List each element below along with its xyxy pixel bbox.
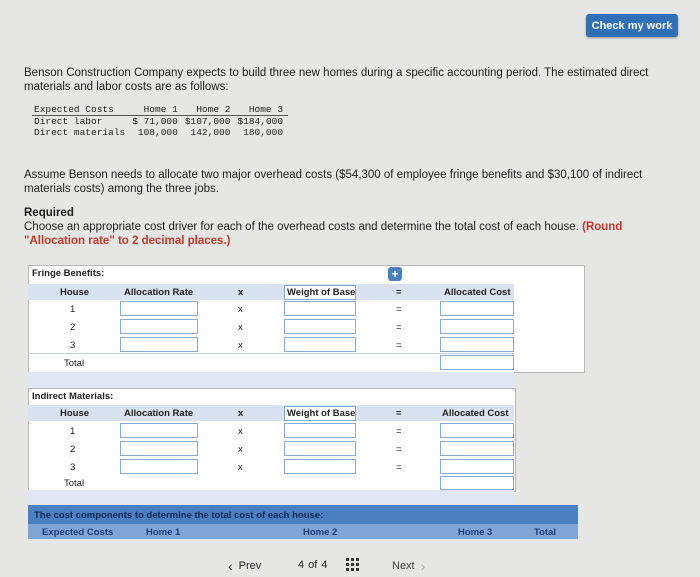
header-cell: Home 3 [235,104,288,116]
equals-sign: = [396,340,402,351]
page-of: of [308,559,318,571]
column-header: Allocation Rate [124,408,194,419]
header-cell: Home 1 [130,104,183,116]
required-title: Required [24,207,74,219]
value-cell: $107,000 [184,116,231,127]
intro-text: Benson Construction Company expects to build three new homes during a specific accounting period. The estimated direct materials and labor costs are as follows: [24,67,649,93]
fringe-rate-input-2[interactable] [120,319,198,334]
column-header: = [396,287,402,298]
multiply-sign: x [238,462,243,473]
prev-label: Prev [238,560,262,572]
column-header: House [60,408,90,419]
column-header: x [238,408,244,419]
required-instruction: Choose an appropriate cost driver for each of the overhead costs and determine the total cost of each house. [24,221,579,233]
current-page: 4 [298,559,305,571]
fringe-weight-input-1[interactable] [284,301,356,316]
fringe-rate-input-3[interactable] [120,337,198,352]
total-label: Total [64,358,85,369]
components-title: The cost components to determine the total cost of each house: [34,510,324,521]
equals-sign: = [396,444,402,455]
chevron-left-icon: ‹ [228,558,233,574]
table-row [32,127,288,138]
house-number: 1 [70,304,76,315]
row-label: Direct labor [34,116,103,127]
house-number: 3 [70,340,76,351]
column-header: Allocated Cost [442,408,509,419]
chevron-right-icon: › [420,558,426,574]
equals-sign: = [396,304,402,315]
total-pages: 4 [321,559,328,571]
indirect-weight-input-1[interactable] [284,423,356,438]
header-cell: Expected Costs [32,104,130,116]
column-header: Weight of Base [287,287,356,298]
column-header: x [238,287,244,298]
divider [28,353,514,354]
equals-sign: = [396,322,402,333]
indirect-alloc-input-3[interactable] [440,459,514,474]
spacer-row [28,490,514,504]
fringe-weight-input-3[interactable] [284,337,356,352]
fringe-alloc-input-1[interactable] [440,301,514,316]
house-number: 1 [70,426,76,437]
move-icon[interactable]: + [388,267,402,281]
indirect-rate-input-3[interactable] [120,459,198,474]
next-label: Next [392,560,415,572]
indirect-rate-input-1[interactable] [120,423,198,438]
value-cell: $184,000 [237,116,284,127]
fringe-alloc-input-2[interactable] [440,319,514,334]
fringe-header-row [28,284,514,300]
header-cell: Home 2 [183,104,236,116]
indirect-weight-input-3[interactable] [284,459,356,474]
multiply-sign: x [238,340,243,351]
fringe-extra-column [514,265,585,373]
fringe-alloc-input-3[interactable] [440,337,514,352]
column-header: Home 2 [303,527,338,538]
indirect-weight-input-2[interactable] [284,441,356,456]
value-cell: $ 71,000 [132,116,178,127]
indirect-total-input[interactable] [440,476,514,490]
multiply-sign: x [238,444,243,455]
indirect-rate-input-2[interactable] [120,441,198,456]
equals-sign: = [396,426,402,437]
indirect-title: Indirect Materials: [32,391,114,402]
column-header: Allocation Rate [124,287,194,298]
rounding-note: (Round "Allocation rate" to 2 decimal places.) [24,221,623,247]
column-header: Weight of Base [287,408,356,419]
house-number: 2 [70,322,76,333]
column-header: Expected Costs [42,527,114,538]
value-cell: 180,000 [243,127,284,138]
column-header: House [60,287,90,298]
row-label: Direct materials [34,127,126,138]
column-header: = [396,408,402,419]
fringe-title: Fringe Benefits: [32,268,105,279]
equals-sign: = [396,462,402,473]
value-cell: 142,000 [190,127,231,138]
assume-text: Assume Benson needs to allocate two major overhead costs ($54,300 of employee fringe benefits and $30,100 of indirect materials costs) among the three jobs. [24,169,643,195]
column-header: Allocated Cost [444,287,511,298]
fringe-weight-input-2[interactable] [284,319,356,334]
total-label: Total [64,478,85,489]
required-text [24,220,684,248]
indirect-alloc-input-1[interactable] [440,423,514,438]
house-number: 2 [70,444,76,455]
given-cost-table [32,104,288,138]
fringe-total-input[interactable] [440,355,514,370]
next-button[interactable] [392,558,425,574]
grid-icon[interactable] [346,558,359,571]
check-my-work-button[interactable]: Check my work [586,14,678,37]
multiply-sign: x [238,426,243,437]
column-header: Home 3 [458,527,493,538]
spacer-row [28,372,514,388]
house-number: 3 [70,462,76,473]
indirect-alloc-input-2[interactable] [440,441,514,456]
page-indicator [298,559,327,571]
table-row [32,116,288,128]
multiply-sign: x [238,304,243,315]
multiply-sign: x [238,322,243,333]
column-header: Home 1 [146,527,181,538]
prev-button[interactable] [228,558,261,574]
value-cell: 108,000 [137,127,178,138]
fringe-rate-input-1[interactable] [120,301,198,316]
column-header: Total [534,527,556,538]
